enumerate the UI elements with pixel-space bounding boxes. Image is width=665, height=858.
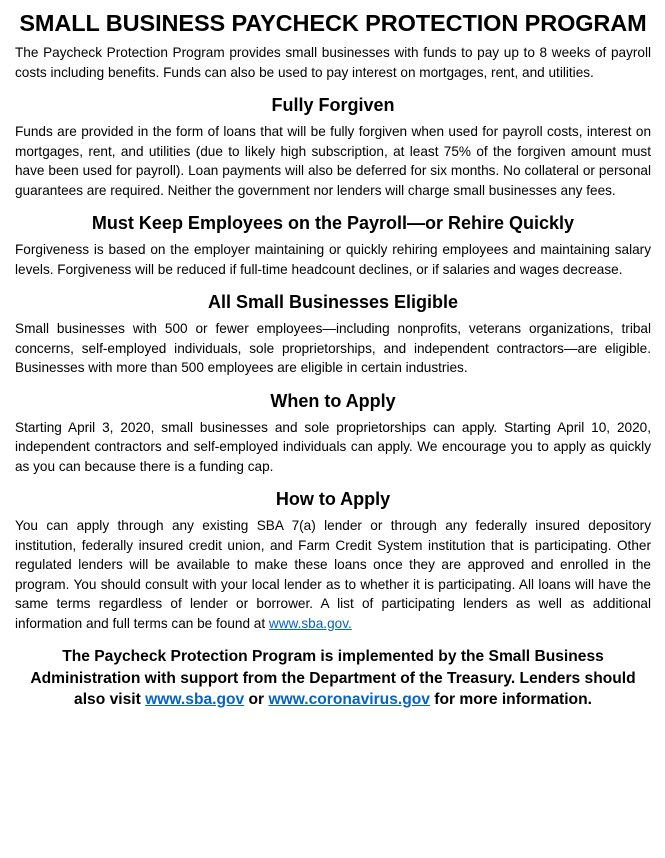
footer-coronavirus-link[interactable]: www.coronavirus.gov bbox=[268, 691, 430, 708]
heading-keep-employees: Must Keep Employees on the Payroll—or Rehire Quickly bbox=[91, 213, 575, 233]
how-to-apply-text: You can apply through any existing SBA 7(a) lender or through any federally insured depository institution, federally insured credit union, and Farm Credit System institution that is participating. Other regulated lenders will be available to make these loans once they are approved and enrolled in the program. You should consult with your local lender as to whether it is participating. All loans will have the same terms regardless of lender or borrower. A list of participating lenders as well as additional information and full terms can be found at bbox=[15, 518, 651, 631]
heading-fully-forgiven: Fully Forgiven bbox=[271, 95, 395, 115]
paragraph-keep-employees: Forgiveness is based on the employer maintaining or quickly rehiring employees and maintaining salary levels. Forgiveness will be reduced if full-time headcount declines, or if salaries and wages decrease. bbox=[15, 242, 651, 277]
footer-text-3: for more information. bbox=[429, 691, 592, 708]
document-title: SMALL BUSINESS PAYCHECK PROTECTION PROGRAM bbox=[19, 10, 647, 36]
footer-note bbox=[15, 646, 651, 711]
footer-text-2: or bbox=[244, 691, 269, 708]
paragraph-how-to-apply bbox=[15, 516, 651, 633]
paragraph-when-to-apply: Starting April 3, 2020, small businesses and sole proprietorships can apply. Starting April 10, 2020, independent contractors and self-employed individuals can apply. We encourage you to apply as quickly as you can because there is a funding cap. bbox=[15, 419, 651, 474]
heading-when-to-apply: When to Apply bbox=[270, 390, 396, 411]
paragraph-eligible: Small businesses with 500 or fewer employees—including nonprofits, veterans organizations, tribal concerns, self-employed individuals, sole proprietorships, and independent contractors—are eligible. Businesses with more than 500 employees are eligible in certain industries. bbox=[15, 321, 651, 375]
sba-link[interactable]: www.sba.gov. bbox=[268, 615, 352, 631]
footer-sba-link[interactable]: www.sba.gov bbox=[145, 691, 245, 708]
heading-eligible: All Small Businesses Eligible bbox=[207, 292, 459, 312]
intro-paragraph: The Paycheck Protection Program provides small businesses with funds to pay up to 8 weeks of payroll costs including benefits. Funds can also be used to pay interest on mortgages, rent, and utilities. bbox=[15, 45, 651, 80]
footer-text-1: The Paycheck Protection Program is implemented by the Small Business Administration with support from the Department of the Treasury. Lenders should also visit bbox=[30, 648, 636, 708]
heading-how-to-apply: How to Apply bbox=[275, 489, 391, 509]
paragraph-fully-forgiven: Funds are provided in the form of loans that will be fully forgiven when used for payroll costs, interest on mortgages, rent, and utilities (due to likely high subscription, at least 75% of the forgiven amount must have been used for payroll). Loan payments will also be deferred for six months. No collateral or personal guarantees are required. Neither the government nor lenders will charge small businesses any fees. bbox=[15, 124, 651, 198]
